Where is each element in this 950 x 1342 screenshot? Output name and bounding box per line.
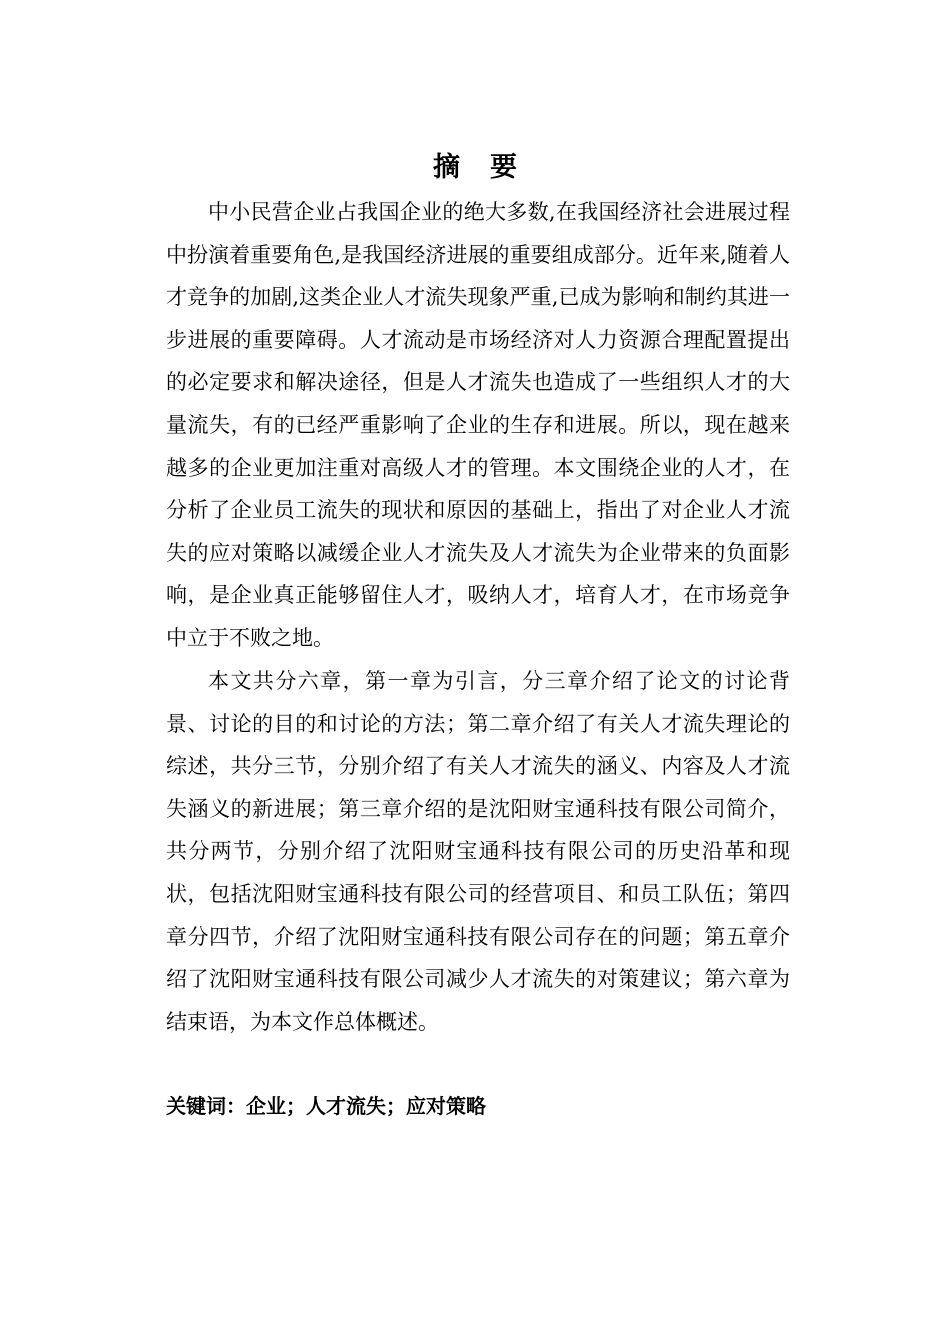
abstract-title-part2: 要 — [490, 152, 517, 183]
abstract-title — [0, 148, 950, 188]
abstract-paragraph-2-block — [166, 660, 790, 1043]
abstract-paragraph-1: 中小民营企业占我国企业的绝大多数,在我国经济社会进展过程中扮演着重要角色,是我国经济进展的重要组成部分。近年来,随着人才竞争的加剧,这类企业人才流失现象严重,已成为影响和制约其进一步进展的重要障碍。人才流动是市场经济对人力资源合理配置提出的必定要求和解决途径，但是人才流失也造成了一些组织人才的大量流失，有的已经严重影响了企业的生存和进展。所以，现在越来越多的企业更加注重对高级人才的管理。本文围绕企业的人才，在分析了企业员工流失的现状和原因的基础上，指出了对企业人才流失的应对策略以减缓企业人才流失及人才流失为企业带来的负面影响，是企业真正能够留住人才，吸纳人才，培育人才，在市场竞争中立于不败之地。 — [166, 200, 790, 650]
abstract-paragraph-2: 本文共分六章，第一章为引言，分三章介绍了论文的讨论背景、讨论的目的和讨论的方法；第二章介绍了有关人才流失理论的综述，共分三节，分别介绍了有关人才流失的涵义、内容及人才流失涵义的新进展；第三章介绍的是沈阳财宝通科技有限公司简介，共分两节，分别介绍了沈阳财宝通科技有限公司的历史沿革和现状，包括沈阳财宝通科技有限公司的经营项目、和员工队伍；第四章分四节，介绍了沈阳财宝通科技有限公司存在的问题；第五章介绍了沈阳财宝通科技有限公司减少人才流失的对策建议；第六章为结束语，为本文作总体概述。 — [166, 669, 790, 1034]
abstract-paragraph-1-block — [166, 191, 790, 660]
keywords-line: 关键词：企业；人才流失；应对策略 — [166, 1094, 486, 1118]
abstract-title-part1: 摘 — [433, 152, 460, 183]
